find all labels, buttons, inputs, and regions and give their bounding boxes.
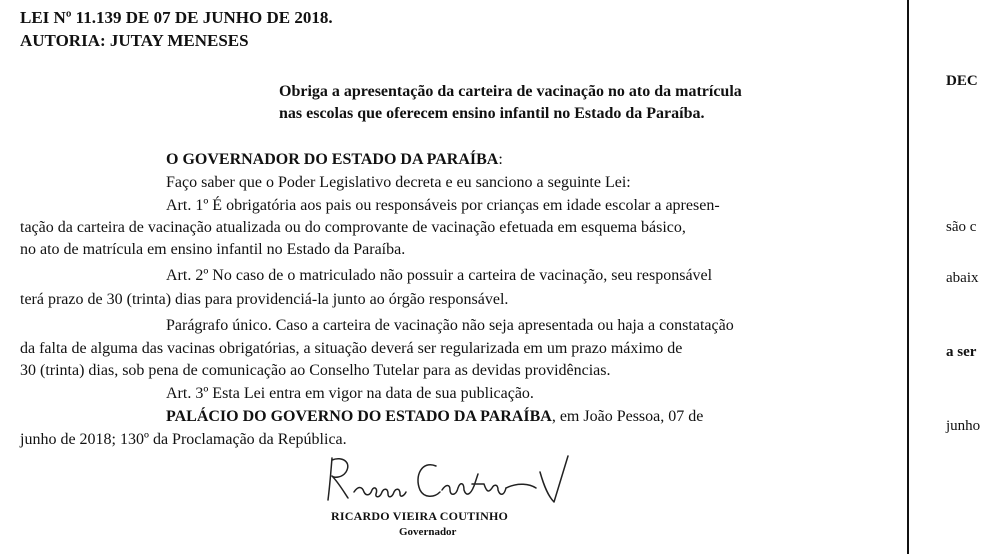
signature-stroke-icardo — [354, 488, 406, 497]
right-column-fragment-5: junho — [946, 418, 981, 434]
right-column-fragment-4: a ser — [946, 344, 977, 360]
art1-line-2: tação da carteira de vacinação atualizada ou do comprovante de vacinação efetuada em esquema básico, — [20, 219, 686, 236]
right-column-fragment-3: abaix — [946, 270, 979, 286]
column-divider — [907, 0, 909, 554]
closing-line-1 — [166, 407, 703, 427]
paragrafo-line-3: 30 (trinta) dias, sob pena de comunicação ao Conselho Tutelar para as devidas providências. — [20, 362, 611, 379]
right-column-fragment-1: DEC — [946, 73, 978, 89]
art2-line-2: terá prazo de 30 (trinta) dias para providenciá-la junto ao órgão responsável. — [20, 291, 509, 308]
law-authorship: AUTORIA: JUTAY MENESES — [20, 31, 249, 50]
signature-stroke-r — [328, 458, 348, 500]
ementa-line-1: Obriga a apresentação da carteira de vacinação no ato da matrícula — [279, 83, 742, 100]
governor-heading-line — [166, 150, 503, 170]
art3-line: Art. 3º Esta Lei entra em vigor na data de sua publicação. — [166, 385, 534, 402]
art1-line-3: no ato de matrícula em ensino infantil no Estado da Paraíba. — [20, 241, 406, 258]
signer-role: Governador — [399, 526, 457, 538]
closing-line-2: junho de 2018; 130º da Proclamação da República. — [20, 431, 347, 448]
closing-place-date: , em João Pessoa, 07 de — [551, 408, 704, 425]
right-column-fragment-2: são c — [946, 219, 977, 235]
closing-palace: PALÁCIO DO GOVERNO DO ESTADO DA PARAÍBA — [166, 408, 552, 425]
ementa-line-2: nas escolas que oferecem ensino infantil no Estado da Paraíba. — [279, 105, 705, 122]
signature-image — [318, 452, 578, 516]
governor-heading: O GOVERNADOR DO ESTADO DA PARAÍBA — [166, 151, 499, 168]
law-ementa — [279, 81, 742, 125]
signature-stroke-flourish — [506, 456, 568, 502]
paragrafo-line-1: Parágrafo único. Caso a carteira de vacinação não seja apresentada ou haja a constatação — [166, 317, 734, 334]
paragrafo-line-2: da falta de alguma das vacinas obrigatórias, a situação deverá ser regularizada em um prazo máximo de — [20, 340, 683, 357]
law-number: LEI Nº 11.139 DE 07 DE JUNHO DE 2018. — [20, 8, 333, 27]
law-header — [20, 6, 333, 52]
governor-colon: : — [498, 151, 503, 168]
art2-line-1: Art. 2º No caso de o matriculado não possuir a carteira de vacinação, seu responsável — [166, 267, 713, 284]
art1-line-1: Art. 1º É obrigatória aos pais ou responsáveis por crianças em idade escolar a apresen- — [166, 197, 720, 214]
signature-stroke-c — [418, 465, 440, 497]
signer-name: RICARDO VIEIRA COUTINHO — [331, 509, 509, 523]
enactment-clause: Faço saber que o Poder Legislativo decreta e eu sanciono a seguinte Lei: — [166, 174, 631, 191]
signature-stroke-outinho — [442, 474, 506, 494]
